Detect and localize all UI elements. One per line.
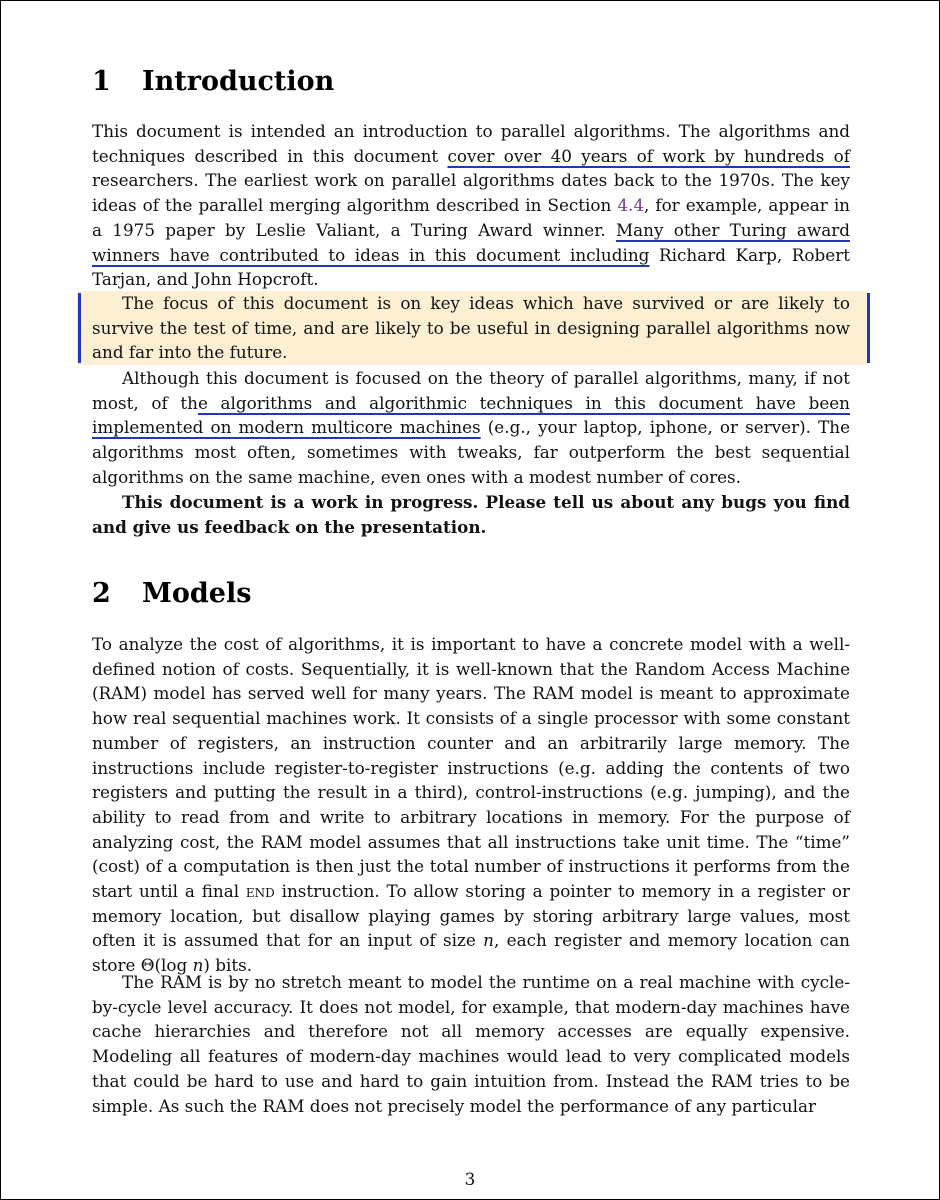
- section-title: Models: [142, 578, 252, 609]
- text-run: This document is intended an introduction to parallel algorithms. The algorithms and techniques described in this document: [92, 121, 850, 166]
- intro-paragraph-1: [92, 119, 850, 292]
- section-number: 1: [92, 66, 111, 97]
- models-paragraph-1: [92, 632, 850, 978]
- highlight-bar-right: [867, 293, 870, 363]
- text-run: To analyze the cost of algorithms, it is important to have a concrete model with a well-defined notion of costs. Sequentially, it is well-known that the Random Access Machine (RAM) model has served well for many years. The RAM model is meant to approximate how real sequential machines work. It consists of a single processor with some constant number of registers, an instruction counter and an arbitrarily large memory. The instructions include register-to-register instructions (e.g. adding the contents of two registers and putting the result in a third), control-instructions (e.g. jumping), and the ability to read from and write to arbitrary locations in memory. For the purpose of analyzing cost, the RAM model assumes that all instructions take unit time. The “time” (cost) of a computation is then just the total number of instructions it performs from the start until a final: [92, 634, 850, 902]
- highlight-bar-left: [78, 293, 81, 363]
- page-number: 3: [464, 1169, 476, 1189]
- underline-annotation-2: Many other Turing award winners have contributed to ideas in this document including: [92, 219, 850, 265]
- intro-paragraph-3: [92, 366, 850, 490]
- intro-paragraph-2-highlighted: The focus of this document is on key ideas which have survived or are likely to survive the test of time, and are likely to be useful in designing parallel algorithms now and far into the future.: [92, 293, 850, 363]
- section-reference-link[interactable]: 4.4: [617, 195, 645, 216]
- work-in-progress-note: This document is a work in progress. Please tell us about any bugs you find and give us feedback on the presentation.: [92, 492, 850, 537]
- section-title: Introduction: [142, 66, 335, 97]
- section-heading-models: [92, 573, 251, 615]
- text-run: researchers. The earliest work on parallel algorithms dates back to the 1970s. The key ideas of the parallel merging algorithm described in Section: [92, 170, 850, 216]
- text-run: (e.g., your laptop, iphone, or server). The algorithms most often, sometimes with tweaks, far outperform the best sequential algorithms on the same machine, even ones with a modest number of cores.: [92, 417, 850, 487]
- math-variable-n: n: [483, 930, 494, 951]
- text-run: Although this document is focused on the theory of parallel algorithms, many, if not most, of th: [92, 368, 850, 413]
- section-heading-introduction: [92, 61, 334, 103]
- math-variable-n: n: [192, 955, 204, 976]
- models-paragraph-2: The RAM is by no stretch meant to model the runtime on a real machine with cycle-by-cycle level accuracy. It does not model, for example, that modern-day machines have cache hierarchies and therefore not all memory accesses are equally expensive. Modeling all features of modern-day machines would lead to very complicated models that could be hard to use and hard to gain intuition from. Instead the RAM tries to be simple. As such the RAM does not precisely model the performance of any particular: [92, 972, 850, 1116]
- underline-annotation-1: cover over 40 years of work by hundreds of: [447, 145, 850, 166]
- underline-annotation-3: e algorithms and algorithmic techniques in this document have been implemented on modern multicore machines: [92, 392, 850, 438]
- text-run: ) bits.: [203, 955, 253, 976]
- section-number: 2: [92, 578, 111, 609]
- text-run: , for example, appear in a 1975 paper by Leslie Valiant, a Turing Award winner.: [92, 195, 850, 240]
- text-run: Richard Karp, Robert Tarjan, and John Hopcroft.: [92, 244, 850, 290]
- text-run: instruction. To allow storing a pointer to memory in a register or memory location, but disallow playing games by storing arbitrary large values, most often it is assumed that for an input of size: [92, 881, 850, 951]
- end-keyword: end: [245, 881, 275, 902]
- text-run: , each register and memory location can store Θ(log: [92, 930, 850, 976]
